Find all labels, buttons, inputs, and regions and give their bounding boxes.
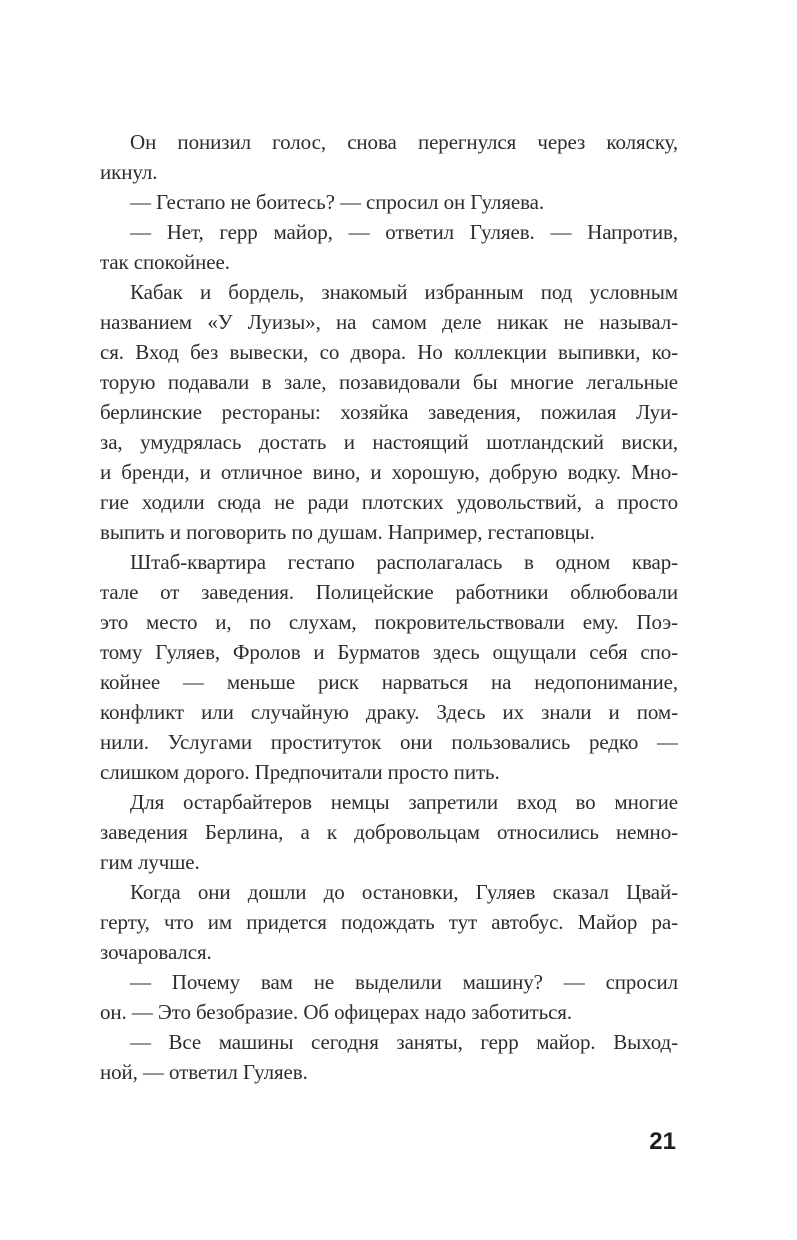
- text-line: берлинские рестораны: хозяйка заведения, пожилая Луи-: [100, 400, 678, 424]
- text-line: и бренди, и отличное вино, и хорошую, добрую водку. Мно-: [100, 460, 678, 484]
- text-line: гим лучше.: [100, 850, 200, 874]
- text-line: — Гестапо не боитесь? — спросил он Гуляева.: [130, 190, 545, 214]
- text-line: ной, — ответил Гуляев.: [100, 1060, 308, 1084]
- text-line: икнул.: [100, 160, 158, 184]
- text-line: торую подавали в зале, позавидовали бы многие легальные: [100, 370, 678, 394]
- text-line: он. — Это безобразие. Об офицерах надо заботиться.: [100, 1000, 573, 1024]
- text-line: слишком дорого. Предпочитали просто пить.: [100, 760, 500, 784]
- text-line: так спокойнее.: [100, 250, 230, 274]
- text-line: конфликт или случайную драку. Здесь их знали и пом-: [100, 700, 678, 724]
- page-text: [100, 127, 678, 1087]
- text-line: названием «У Луизы», на самом деле никак не называл-: [100, 310, 678, 334]
- text-line: зочаровался.: [100, 940, 212, 964]
- text-line: тому Гуляев, Фролов и Бурматов здесь ощущали себя спо-: [100, 640, 678, 664]
- page-number: 21: [649, 1128, 676, 1155]
- text-line: Для остарбайтеров немцы запретили вход во многие: [130, 790, 678, 814]
- text-line: Когда они дошли до остановки, Гуляев сказал Цвай-: [130, 880, 678, 904]
- text-line: койнее — меньше риск нарваться на недопонимание,: [100, 670, 678, 694]
- text-line: это место и, по слухам, покровительствовали ему. Поэ-: [100, 610, 678, 634]
- text-line: — Все машины сегодня заняты, герр майор. Выход-: [130, 1030, 678, 1054]
- text-line: ся. Вход без вывески, со двора. Но коллекции выпивки, ко-: [100, 340, 678, 364]
- text-line: — Почему вам не выделили машину? — спросил: [130, 970, 678, 994]
- text-line: Штаб-квартира гестапо располагалась в одном квар-: [130, 550, 678, 574]
- text-line: гие ходили сюда не ради плотских удовольствий, а просто: [100, 490, 678, 514]
- text-line: Кабак и бордель, знакомый избранным под условным: [130, 280, 678, 304]
- text-line: за, умудрялась достать и настоящий шотландский виски,: [100, 430, 678, 454]
- text-line: заведения Берлина, а к добровольцам относились немно-: [100, 820, 678, 844]
- text-line: выпить и поговорить по душам. Например, гестаповцы.: [100, 520, 595, 544]
- text-line: тале от заведения. Полицейские работники облюбовали: [100, 580, 678, 604]
- text-line: Он понизил голос, снова перегнулся через коляску,: [130, 130, 678, 154]
- text-line: герту, что им придется подождать тут автобус. Майор ра-: [100, 910, 678, 934]
- text-line: нили. Услугами проституток они пользовались редко —: [100, 730, 678, 754]
- text-line: — Нет, герр майор, — ответил Гуляев. — Напротив,: [130, 220, 678, 244]
